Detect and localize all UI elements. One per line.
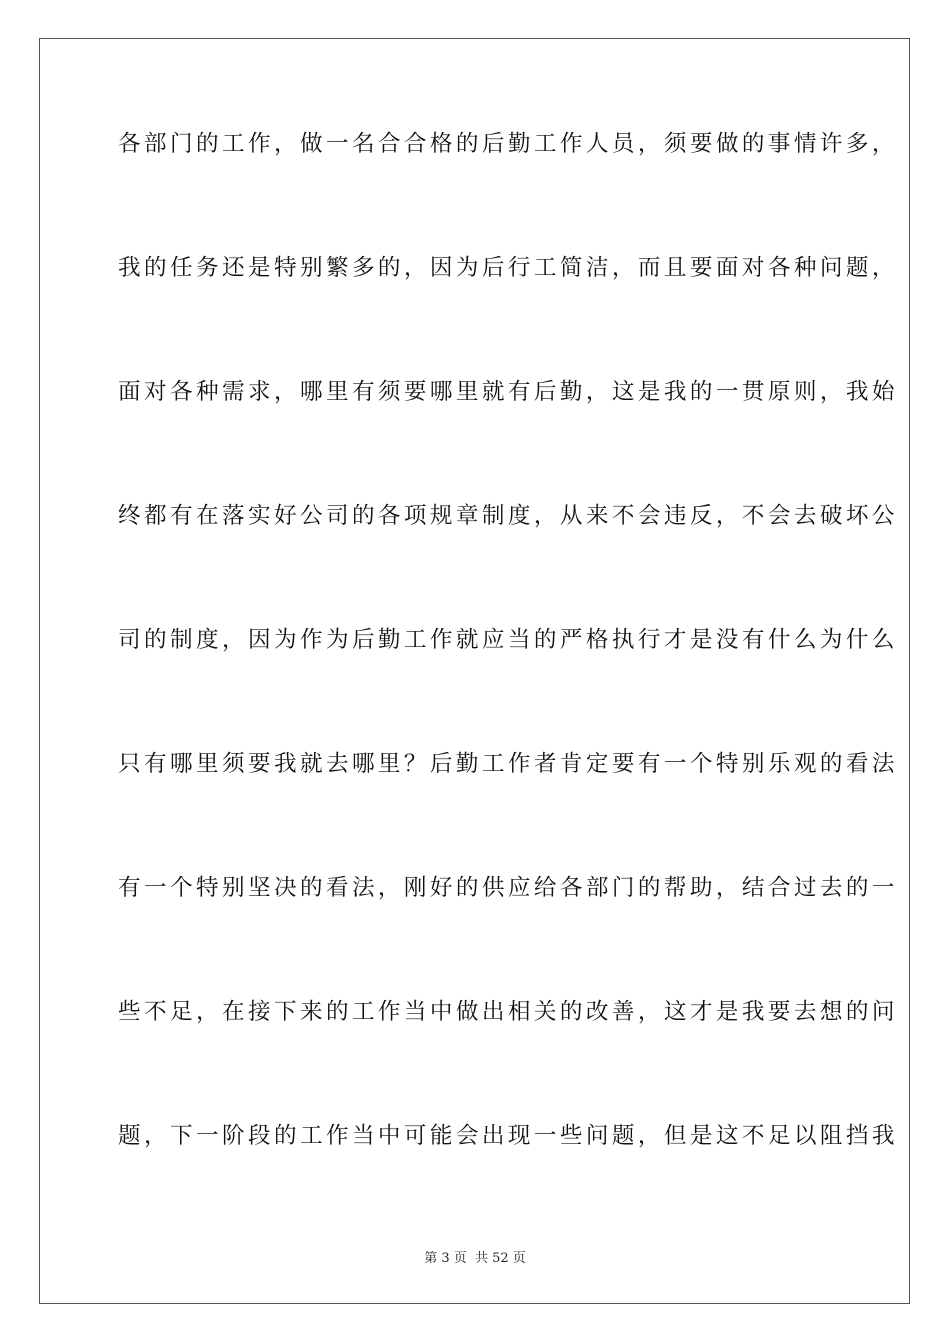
text-line-1: 各部门的工作，做一名合合格的后勤工作人员，须要做的事情许多，	[118, 131, 898, 157]
text-line-3: 面对各种需求，哪里有须要哪里就有后勤，这是我的一贯原则，我始	[118, 379, 898, 405]
text-line-5: 司的制度，因为作为后勤工作就应当的严格执行才是没有什么为什么	[118, 627, 898, 653]
document-body	[118, 128, 898, 1152]
text-line-7: 有一个特别坚决的看法，刚好的供应给各部门的帮助，结合过去的一	[118, 875, 898, 901]
text-line-2: 我的任务还是特别繁多的，因为后行工简洁，而且要面对各种问题，	[118, 255, 898, 281]
text-line-9: 题，下一阶段的工作当中可能会出现一些问题，但是这不足以阻挡我	[118, 1123, 898, 1149]
text-line-8: 些不足，在接下来的工作当中做出相关的改善，这才是我要去想的问	[118, 999, 898, 1025]
page-number-footer: 第 3 页 共 52 页	[424, 1251, 526, 1266]
text-line-4: 终都有在落实好公司的各项规章制度，从来不会违反，不会去破坏公	[118, 503, 898, 529]
text-line-6: 只有哪里须要我就去哪里？后勤工作者肯定要有一个特别乐观的看法	[118, 751, 898, 777]
